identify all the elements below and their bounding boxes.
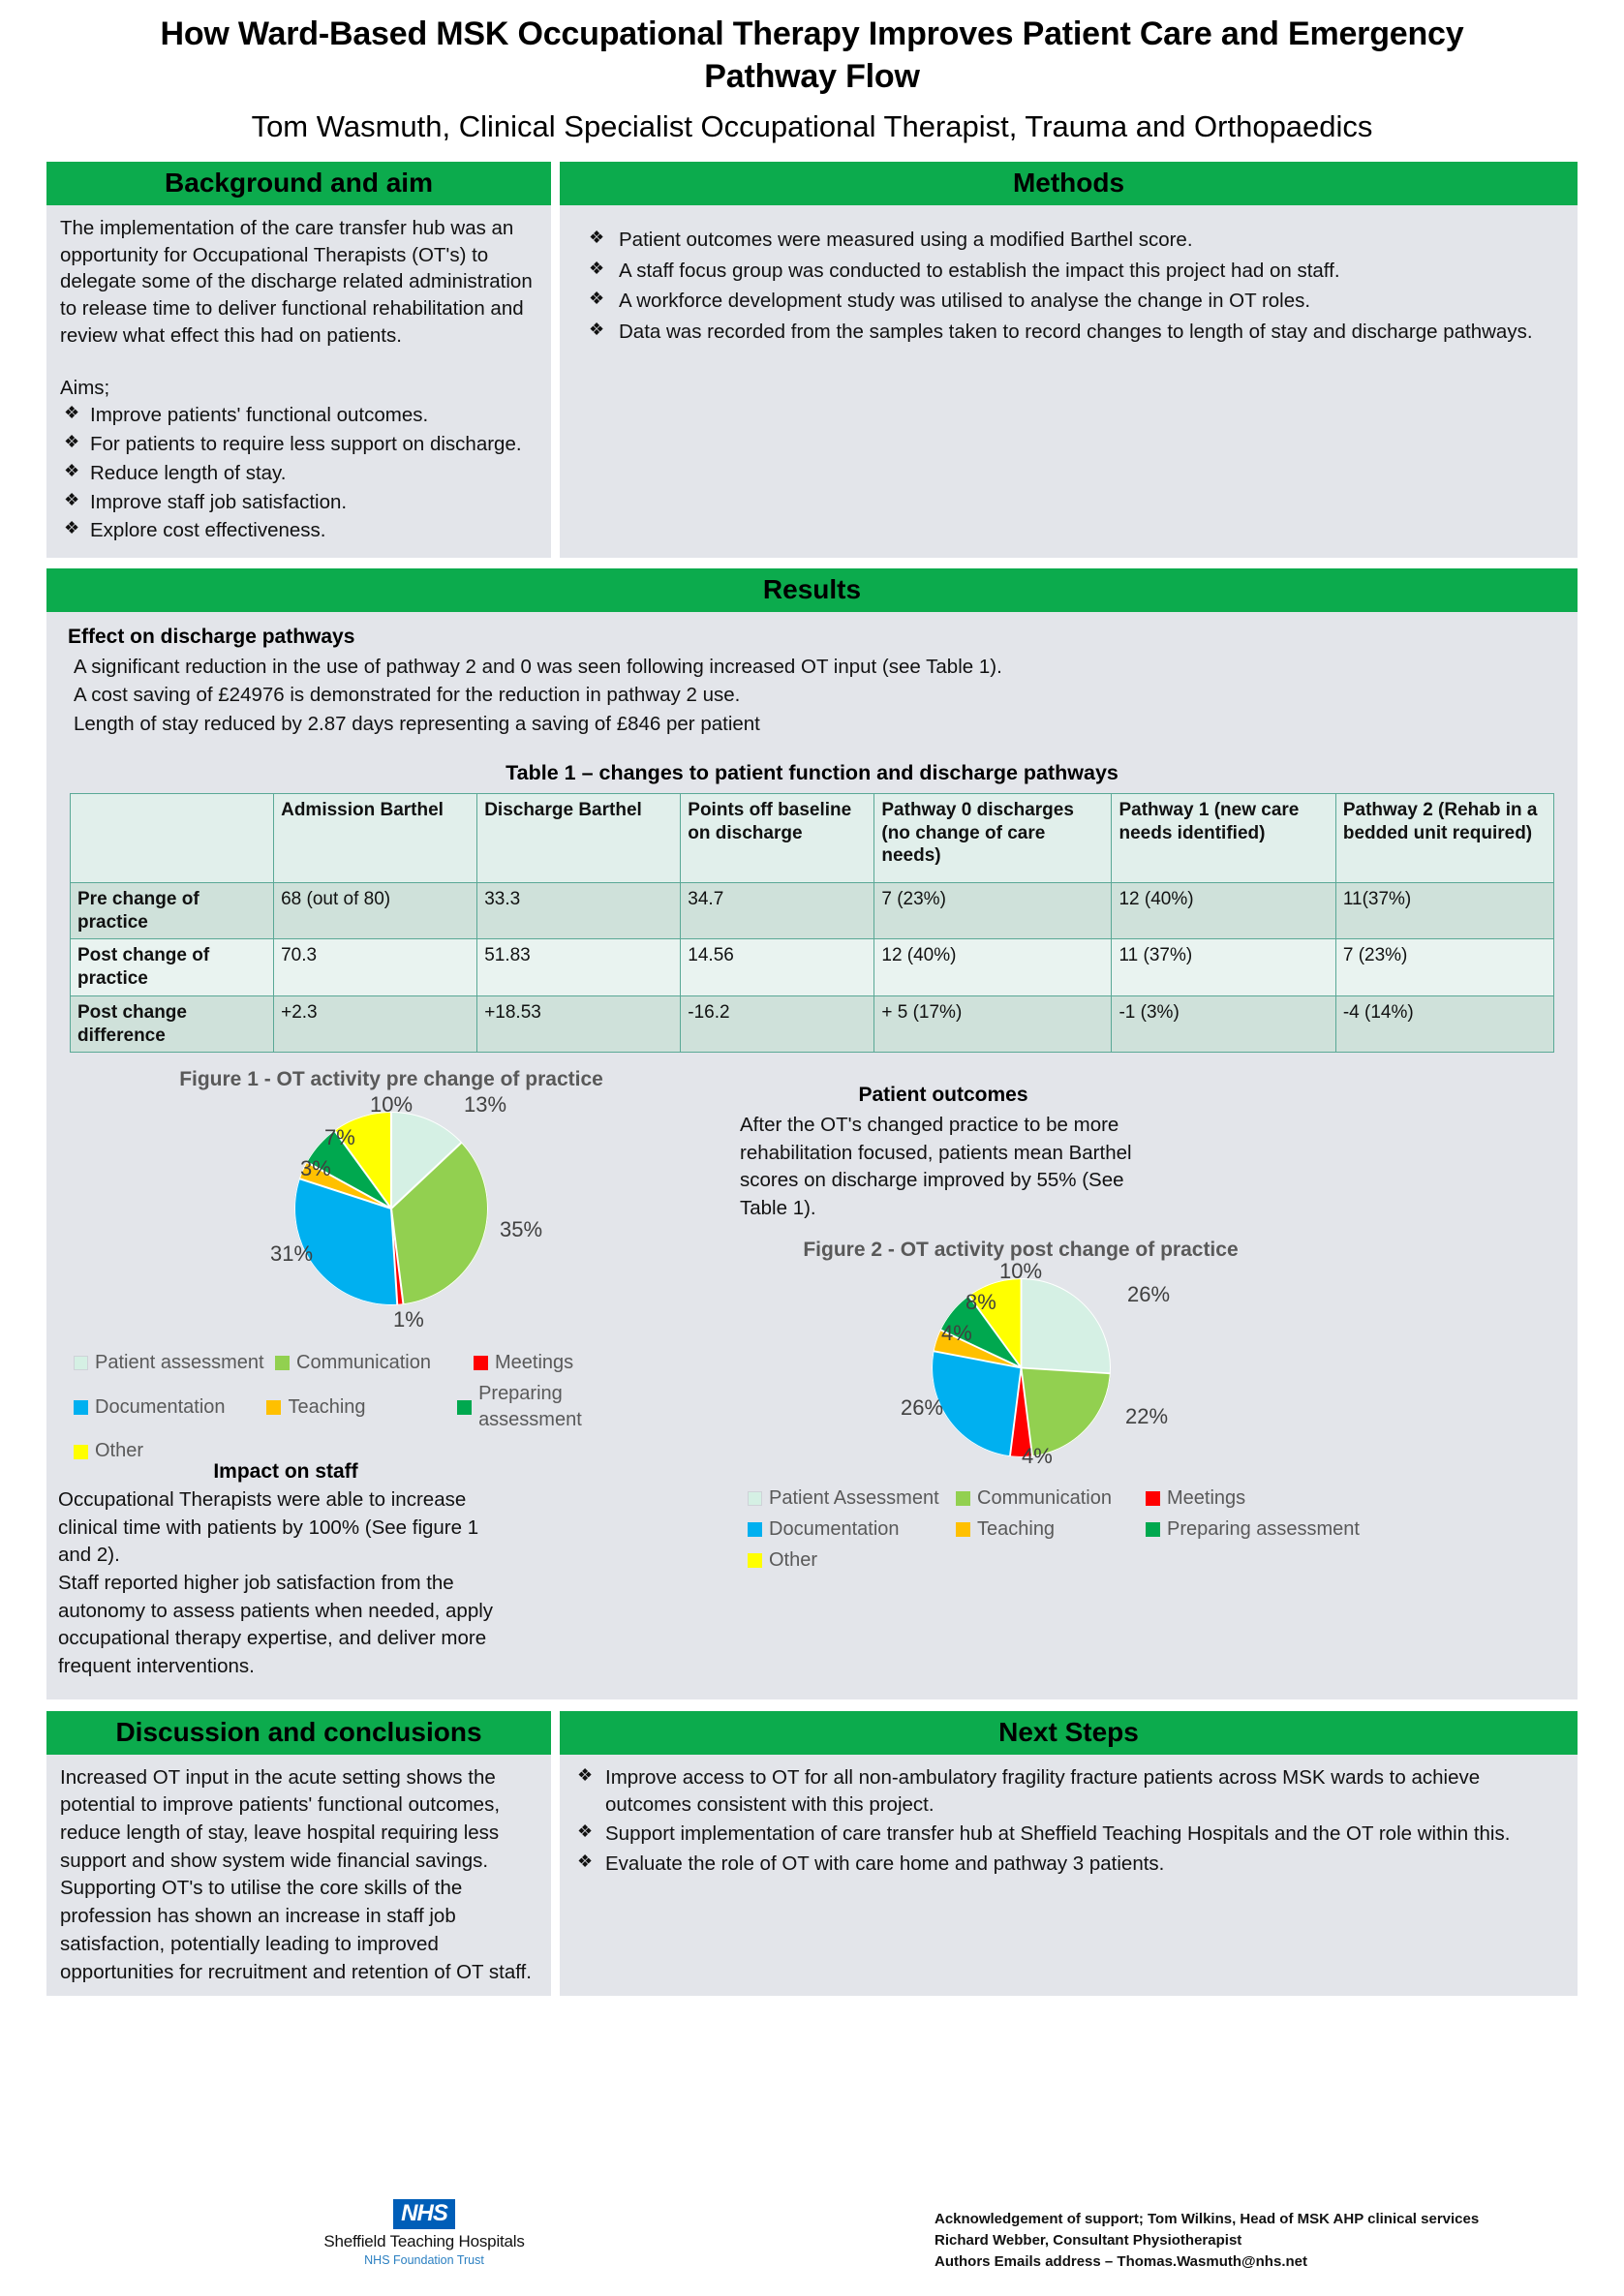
legend-swatch-icon xyxy=(74,1445,88,1459)
results-line: A cost saving of £24976 is demonstrated for the reduction in pathway 2 use. xyxy=(74,684,741,707)
table-cell: -1 (3%) xyxy=(1112,995,1335,1053)
table-cell: -4 (14%) xyxy=(1335,995,1553,1053)
legend-swatch-icon xyxy=(266,1400,281,1415)
legend-label: Documentation xyxy=(95,1395,226,1418)
discussion-line1: Increased OT input in the acute setting shows the potential to improve patients' functional outcomes, reduce length of stay, leave hospital requiring less support and show system wide financial savings. xyxy=(60,1765,501,1872)
list-item: ❖ A staff focus group was conducted to establish the impact this project had on staff. xyxy=(585,258,1560,285)
list-item: ❖ Improve patients' functional outcomes. xyxy=(60,402,537,429)
list-item: ❖ Improve access to OT for all non-ambulatory fragility fracture patients across MSK wards to achieve outcomes consistent with this project. xyxy=(573,1764,1564,1819)
results-table xyxy=(70,793,1554,1054)
table-column-header: Discharge Barthel xyxy=(477,793,681,882)
pie-slice-label: 13% xyxy=(464,1091,507,1117)
poster-footer xyxy=(0,2188,1624,2296)
legend-item xyxy=(748,1485,956,1512)
acknowledgement-line: Acknowledgement of support; Tom Wilkins, Head of MSK AHP clinical services xyxy=(935,2211,1480,2227)
impact-on-staff-heading: Impact on staff xyxy=(213,1460,358,1484)
pie-slice-label: 31% xyxy=(270,1240,314,1266)
results-subheading: Effect on discharge pathways xyxy=(68,625,355,648)
pie-slice-label: 1% xyxy=(393,1306,424,1332)
table-row xyxy=(71,939,1554,996)
discussion-panel xyxy=(46,1711,551,1996)
legend-label: Patient assessment xyxy=(95,1351,264,1373)
legend-item xyxy=(956,1516,1146,1543)
pie-slice-label: 3% xyxy=(300,1155,331,1180)
methods-list xyxy=(585,227,1560,347)
pie-slice-label: 7% xyxy=(324,1124,355,1149)
table-cell: 68 (out of 80) xyxy=(274,882,477,939)
legend-swatch-icon xyxy=(275,1356,290,1370)
table-cell: 11(37%) xyxy=(1335,882,1553,939)
results-section xyxy=(0,568,1624,1699)
table-cell: -16.2 xyxy=(681,995,874,1053)
legend-row xyxy=(74,1381,662,1433)
legend-swatch-icon xyxy=(1146,1522,1160,1537)
list-item: ❖ Reduce length of stay. xyxy=(60,460,537,487)
list-item: ❖ Patient outcomes were measured using a modified Barthel score. xyxy=(585,227,1560,254)
legend-swatch-icon xyxy=(956,1522,970,1537)
background-panel xyxy=(46,162,551,558)
pie-slice-label: 10% xyxy=(999,1258,1043,1283)
results-panel xyxy=(46,568,1578,1699)
table-cell: +18.53 xyxy=(477,995,681,1053)
pie-slice-label: 35% xyxy=(500,1216,543,1241)
legend-swatch-icon xyxy=(74,1400,88,1415)
table-cell: 12 (40%) xyxy=(874,939,1112,996)
acknowledgement-block xyxy=(935,2209,1479,2272)
figure-1-legend xyxy=(74,1350,662,1465)
legend-label: Preparing assessment xyxy=(478,1383,582,1431)
acknowledgement-line: Richard Webber, Consultant Physiotherapist xyxy=(935,2231,1242,2249)
impact-on-staff-line1: Occupational Therapists were able to increase clinical time with patients by 100% (See figure 1 and 2). xyxy=(58,1487,479,1567)
patient-outcomes-block xyxy=(740,1082,1147,1222)
table-cell: 7 (23%) xyxy=(874,882,1112,939)
legend-swatch-icon xyxy=(956,1491,970,1506)
pie-slice-label: 26% xyxy=(901,1394,944,1420)
patient-outcomes-text: After the OT's changed practice to be more rehabilitation focused, patients mean Barthel scores on discharge improved by 55% (See Table 1). xyxy=(740,1113,1132,1219)
figure-2-plot xyxy=(682,1258,1360,1470)
discussion-panel-body xyxy=(46,1755,551,1997)
table-column-header: Pathway 0 discharges (no change of care needs) xyxy=(874,793,1112,882)
legend-label: Meetings xyxy=(1167,1486,1246,1509)
table-cell: Pre change of practice xyxy=(71,882,274,939)
legend-label: Patient Assessment xyxy=(769,1486,939,1509)
pie-chart-1 xyxy=(294,1112,488,1305)
list-item: ❖ Improve staff job satisfaction. xyxy=(60,489,537,516)
figure-1-plot xyxy=(120,1091,662,1332)
figure-1-title: Figure 1 - OT activity pre change of practice xyxy=(179,1068,603,1091)
next-steps-list xyxy=(573,1764,1564,1879)
legend-label: Teaching xyxy=(977,1518,1056,1541)
legend-item xyxy=(956,1485,1146,1512)
legend-row xyxy=(748,1485,1367,1512)
table-row xyxy=(71,995,1554,1053)
table-cell: Post change difference xyxy=(71,995,274,1053)
legend-label: Documentation xyxy=(769,1518,900,1541)
list-item: ❖ Evaluate the role of OT with care home and pathway 3 patients. xyxy=(573,1851,1564,1878)
table-cell: 33.3 xyxy=(477,882,681,939)
poster-header xyxy=(0,0,1624,146)
acknowledgement-line: Authors Emails address – Thomas.Wasmuth@nhs.net xyxy=(935,2252,1307,2270)
aims-label: Aims; xyxy=(60,377,110,400)
pie-slice-label: 10% xyxy=(370,1091,414,1117)
legend-row xyxy=(74,1350,662,1376)
list-item: ❖ Support implementation of care transfer hub at Sheffield Teaching Hospitals and the OT role within this. xyxy=(573,1821,1564,1848)
list-item: ❖ Data was recorded from the samples taken to record changes to length of stay and discharge pathways. xyxy=(585,319,1560,346)
nhs-logo xyxy=(318,2199,531,2267)
table-cell: 34.7 xyxy=(681,882,874,939)
figure-2-container xyxy=(682,1237,1360,1578)
legend-item xyxy=(748,1547,817,1574)
legend-item xyxy=(1146,1516,1360,1543)
table-cell: 51.83 xyxy=(477,939,681,996)
table-column-header: Pathway 2 (Rehab in a bedded unit required) xyxy=(1335,793,1553,882)
discussion-line2: Supporting OT's to utilise the core skills of the profession has shown an increase in staff job satisfaction, potentially leading to improved opportunities for recruitment and retention of OT staff. xyxy=(60,1877,532,1983)
legend-label: Other xyxy=(95,1440,144,1462)
results-line: Length of stay reduced by 2.87 days representing a saving of £846 per patient xyxy=(74,712,760,735)
table-column-header: Admission Barthel xyxy=(274,793,477,882)
patient-outcomes-heading: Patient outcomes xyxy=(858,1084,1028,1107)
table-column-header: Pathway 1 (new care needs identified) xyxy=(1112,793,1335,882)
pie-chart-2 xyxy=(932,1278,1111,1457)
figures-area xyxy=(58,1066,1562,1686)
table-cell: 7 (23%) xyxy=(1335,939,1553,996)
legend-swatch-icon xyxy=(748,1522,762,1537)
legend-label: Meetings xyxy=(495,1351,574,1373)
aims-list xyxy=(60,402,537,544)
pie-slice-label: 4% xyxy=(941,1320,972,1345)
table-cell: 70.3 xyxy=(274,939,477,996)
pie-slice-label: 4% xyxy=(1022,1443,1053,1468)
legend-swatch-icon xyxy=(748,1553,762,1568)
legend-item xyxy=(266,1381,457,1433)
pie-slice-label: 8% xyxy=(965,1289,996,1314)
legend-item xyxy=(748,1516,956,1543)
pie-slice-label: 26% xyxy=(1127,1281,1171,1306)
table-cell: Post change of practice xyxy=(71,939,274,996)
table-column-header xyxy=(71,793,274,882)
top-section-row xyxy=(0,162,1624,558)
legend-item xyxy=(474,1350,573,1376)
legend-swatch-icon xyxy=(748,1491,762,1506)
methods-panel xyxy=(560,162,1578,558)
trust-name: Sheffield Teaching Hospitals xyxy=(323,2232,525,2250)
legend-label: Communication xyxy=(977,1486,1112,1509)
legend-item xyxy=(275,1350,474,1376)
results-line: A significant reduction in the use of pathway 2 and 0 was seen following increased OT input (see Table 1). xyxy=(74,656,1002,679)
discussion-panel-heading: Discussion and conclusions xyxy=(46,1711,551,1754)
legend-label: Preparing assessment xyxy=(1167,1518,1360,1541)
nhs-wordmark-icon: NHS xyxy=(393,2199,455,2229)
list-item: ❖ For patients to require less support on discharge. xyxy=(60,431,537,458)
legend-swatch-icon xyxy=(457,1400,472,1415)
figure-1-container xyxy=(95,1066,662,1469)
results-panel-heading: Results xyxy=(46,568,1578,611)
table-cell: + 5 (17%) xyxy=(874,995,1112,1053)
figure-2-title: Figure 2 - OT activity post change of practice xyxy=(803,1239,1239,1262)
list-item: ❖ Explore cost effectiveness. xyxy=(60,517,537,544)
legend-row xyxy=(748,1547,1367,1574)
background-panel-body xyxy=(46,205,551,559)
legend-swatch-icon xyxy=(1146,1491,1160,1506)
table-column-header: Points off baseline on discharge xyxy=(681,793,874,882)
methods-panel-body xyxy=(560,205,1578,559)
results-panel-body xyxy=(46,612,1578,1700)
legend-swatch-icon xyxy=(474,1356,488,1370)
legend-item xyxy=(457,1381,662,1433)
legend-item xyxy=(74,1381,266,1433)
pie-slice-label: 22% xyxy=(1125,1403,1169,1428)
trust-subtitle: NHS Foundation Trust xyxy=(364,2253,484,2267)
legend-row xyxy=(748,1516,1367,1543)
page-title: How Ward-Based MSK Occupational Therapy Improves Patient Care and Emergency Pathway Flow xyxy=(160,15,1464,95)
figure-2-legend xyxy=(748,1485,1367,1575)
legend-item xyxy=(1146,1485,1245,1512)
legend-swatch-icon xyxy=(74,1356,88,1370)
table-cell: 12 (40%) xyxy=(1112,882,1335,939)
table-cell: 14.56 xyxy=(681,939,874,996)
next-steps-panel-heading: Next Steps xyxy=(560,1711,1578,1754)
impact-on-staff-block xyxy=(58,1458,513,1680)
table-row xyxy=(71,882,1554,939)
legend-label: Other xyxy=(769,1549,818,1572)
table-cell: +2.3 xyxy=(274,995,477,1053)
spacer xyxy=(60,350,537,375)
background-panel-heading: Background and aim xyxy=(46,162,551,204)
table-cell: 11 (37%) xyxy=(1112,939,1335,996)
impact-on-staff-line2: Staff reported higher job satisfaction from the autonomy to assess patients when needed, apply occupational therapy expertise, and deliver more frequent interventions. xyxy=(58,1571,494,1678)
next-steps-panel-body xyxy=(560,1755,1578,1997)
background-paragraph: The implementation of the care transfer hub was an opportunity for Occupational Therapists (OT's) to delegate some of the discharge related administration to release time to deliver functional rehabilitation and review what effect this had on patients. xyxy=(60,216,533,348)
list-item: ❖ A workforce development study was utilised to analyse the change in OT roles. xyxy=(585,288,1560,315)
bottom-section-row xyxy=(0,1711,1624,1996)
table-header-row xyxy=(71,793,1554,882)
legend-label: Teaching xyxy=(288,1395,366,1418)
legend-label: Communication xyxy=(296,1351,431,1373)
legend-item xyxy=(74,1350,275,1376)
methods-panel-heading: Methods xyxy=(560,162,1578,204)
table-caption: Table 1 – changes to patient function and discharge pathways xyxy=(506,760,1118,784)
next-steps-panel xyxy=(560,1711,1578,1996)
poster-author: Tom Wasmuth, Clinical Specialist Occupational Therapist, Trauma and Orthopaedics xyxy=(251,109,1373,144)
